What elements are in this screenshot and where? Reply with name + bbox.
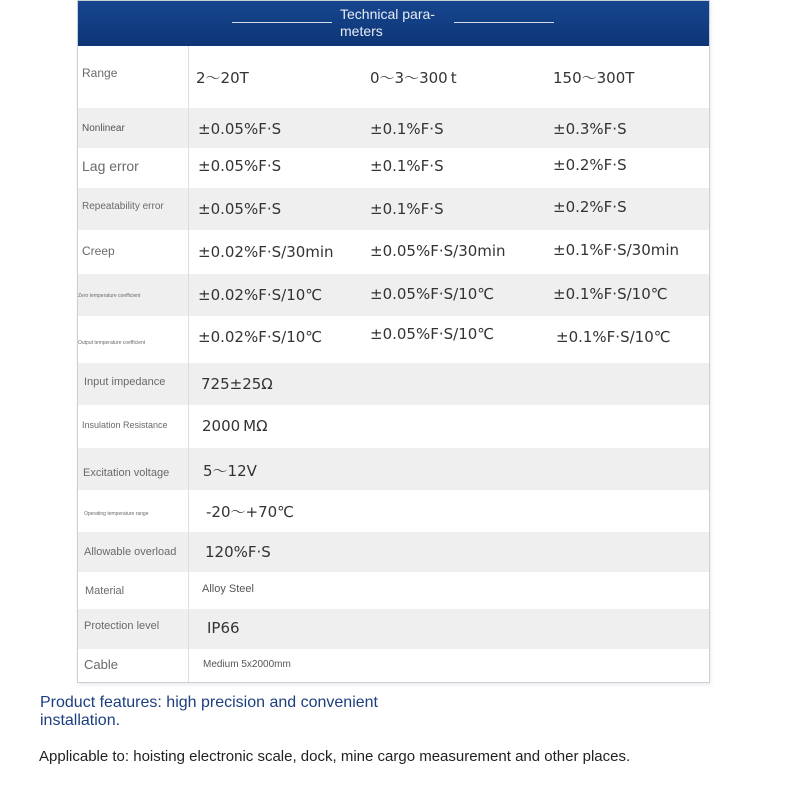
row-value: 5〜12V <box>203 462 257 480</box>
row-value: ±0.1%F·S <box>370 120 444 138</box>
table-row <box>78 148 710 188</box>
row-label: Allowable overload <box>84 546 177 558</box>
row-label: Operating temperature range <box>84 511 149 517</box>
row-label: Material <box>85 585 125 597</box>
row-label: Creep <box>82 244 115 258</box>
row-value: 2〜20T <box>196 69 249 87</box>
table-row <box>78 649 710 683</box>
table-row <box>78 188 710 230</box>
row-label: Range <box>82 66 118 80</box>
row-label: Output temperature coefficient <box>78 340 146 346</box>
row-label: Protection level <box>84 620 160 632</box>
table-row <box>78 363 710 405</box>
table-title: Technical para- meters <box>340 6 435 39</box>
row-value: ±0.05%F·S/10℃ <box>370 325 495 343</box>
row-value: ±0.02%F·S/10℃ <box>198 286 323 304</box>
row-value: ±0.1%F·S/10℃ <box>556 328 671 346</box>
row-label: Repeatability error <box>82 201 164 212</box>
row-value: ±0.05%F·S/10℃ <box>370 285 495 303</box>
table-row <box>78 230 710 274</box>
table-row <box>78 405 710 448</box>
row-value: ±0.02%F·S/10℃ <box>198 328 323 346</box>
row-value: Medium 5x2000mm <box>203 659 291 670</box>
row-label: Zero temperature coefficient <box>78 293 141 299</box>
row-value: ±0.1%F·S <box>370 200 444 218</box>
header-line-left <box>232 22 332 23</box>
row-label: Excitation voltage <box>83 467 170 479</box>
row-value: -20〜+70℃ <box>206 503 295 521</box>
row-value: ±0.2%F·S <box>553 156 627 174</box>
row-label: Input impedance <box>84 376 166 388</box>
table-row <box>78 490 710 532</box>
table-row <box>78 46 710 108</box>
row-value: 725±25Ω <box>201 375 273 393</box>
row-value: 2000 MΩ <box>202 417 268 435</box>
table-row <box>78 448 710 490</box>
row-value: ±0.05%F·S <box>198 200 282 218</box>
row-value: ±0.1%F·S/10℃ <box>553 285 668 303</box>
row-value: ±0.05%F·S <box>198 157 282 175</box>
row-value: IP66 <box>207 619 240 637</box>
table-header <box>78 1 710 46</box>
row-value: ±0.3%F·S <box>553 120 627 138</box>
row-value: 120%F·S <box>205 543 271 561</box>
table-row <box>78 609 710 649</box>
row-value: Alloy Steel <box>202 583 254 595</box>
row-value: 0〜3〜300 t <box>370 69 457 87</box>
header-line-right <box>454 22 554 23</box>
row-value: ±0.2%F·S <box>553 198 627 216</box>
applicable-to: Applicable to: hoisting electronic scale, dock, mine cargo measurement and other places. <box>39 748 631 765</box>
row-value: ±0.05%F·S/30min <box>370 242 506 260</box>
table-row <box>78 316 710 363</box>
row-value: ±0.1%F·S/30min <box>553 241 680 259</box>
product-features: Product features: high precision and convenient installation. <box>40 694 378 729</box>
row-label: Insulation Resistance <box>82 420 168 430</box>
row-label: Cable <box>84 657 118 672</box>
row-label: Lag error <box>82 158 139 174</box>
table-row <box>78 108 710 148</box>
technical-parameters-table <box>77 0 710 683</box>
row-value: 150〜300T <box>553 69 635 87</box>
row-value: ±0.05%F·S <box>198 120 282 138</box>
row-label: Nonlinear <box>82 123 125 134</box>
table-row <box>78 532 710 572</box>
table-row <box>78 274 710 316</box>
table-row <box>78 572 710 609</box>
column-divider <box>188 46 189 683</box>
row-value: ±0.02%F·S/30min <box>198 243 334 261</box>
row-value: ±0.1%F·S <box>370 157 444 175</box>
